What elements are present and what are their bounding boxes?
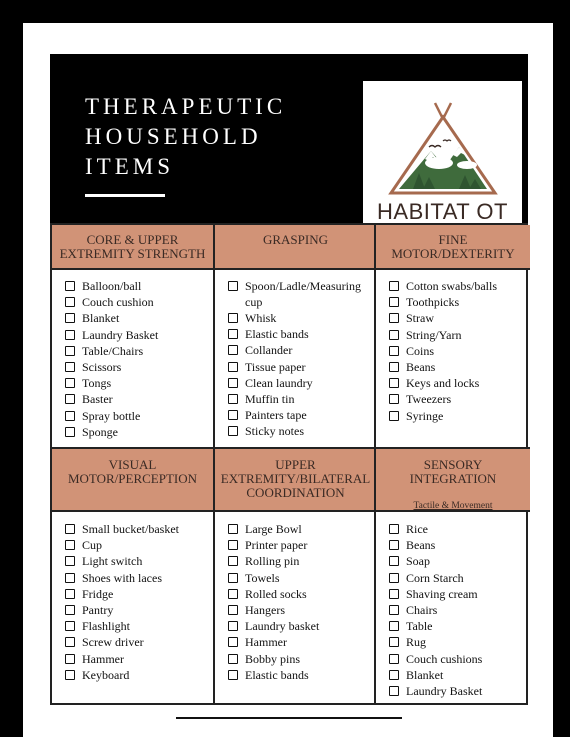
list-item[interactable]: Hammer	[228, 634, 319, 650]
list-item[interactable]: Hangers	[228, 602, 319, 618]
list-item[interactable]: Light switch	[65, 553, 179, 569]
checkbox[interactable]	[228, 637, 238, 647]
checkbox[interactable]	[228, 329, 238, 339]
checkbox[interactable]	[389, 394, 399, 404]
list-item[interactable]: Keys and locks	[389, 375, 497, 391]
checkbox[interactable]	[228, 345, 238, 355]
list-item[interactable]: Chairs	[389, 602, 482, 618]
list-item[interactable]: Clean laundry	[228, 375, 369, 391]
list-item[interactable]: Tongs	[65, 375, 158, 391]
checkbox[interactable]	[389, 654, 399, 664]
list-item[interactable]: Rolling pin	[228, 553, 319, 569]
title-line-1: THERAPEUTIC	[85, 94, 287, 119]
checkbox[interactable]	[389, 637, 399, 647]
list-item[interactable]: Rug	[389, 634, 482, 650]
list-item[interactable]: Large Bowl	[228, 521, 319, 537]
list-item[interactable]: Cotton swabs/balls	[389, 278, 497, 294]
checkbox[interactable]	[389, 670, 399, 680]
logo-text: HABITAT OT	[377, 199, 508, 224]
checkbox[interactable]	[65, 297, 75, 307]
list-item[interactable]: Small bucket/basket	[65, 521, 179, 537]
list-item[interactable]: Towels	[228, 570, 319, 586]
list-item[interactable]: Straw	[389, 310, 497, 326]
footer-divider	[176, 717, 402, 719]
bilateral-coordination-list	[228, 521, 319, 683]
checkbox[interactable]	[389, 621, 399, 631]
checkbox[interactable]	[389, 605, 399, 615]
checkbox[interactable]	[228, 589, 238, 599]
list-item[interactable]: Balloon/ball	[65, 278, 158, 294]
checkbox[interactable]	[65, 330, 75, 340]
list-item[interactable]: Flashlight	[65, 618, 179, 634]
list-item[interactable]: Pantry	[65, 602, 179, 618]
list-item[interactable]: Shoes with laces	[65, 570, 179, 586]
checkbox[interactable]	[65, 556, 75, 566]
checkbox[interactable]	[65, 394, 75, 404]
checkbox[interactable]	[228, 621, 238, 631]
checkbox[interactable]	[65, 573, 75, 583]
title-line-3: ITEMS	[85, 154, 174, 179]
section-header-core-strength: CORE & UPPER EXTREMITY STRENGTH	[52, 225, 213, 270]
page-title	[85, 92, 286, 182]
checkbox[interactable]	[389, 686, 399, 696]
checkbox[interactable]	[65, 589, 75, 599]
grasping-list	[228, 278, 369, 440]
checkbox[interactable]	[228, 362, 238, 372]
list-item[interactable]: Corn Starch	[389, 570, 482, 586]
list-item[interactable]: Sponge	[65, 424, 158, 440]
list-item[interactable]: Spray bottle	[65, 408, 158, 424]
checkbox[interactable]	[228, 573, 238, 583]
list-item[interactable]: Scissors	[65, 359, 158, 375]
column-1	[52, 225, 213, 703]
title-underline	[85, 194, 165, 197]
list-item[interactable]: Collander	[228, 342, 369, 358]
checkbox[interactable]	[389, 297, 399, 307]
habitat-ot-logo	[363, 81, 522, 230]
checkbox[interactable]	[389, 281, 399, 291]
section-header-visual-motor: VISUAL MOTOR/PERCEPTION	[52, 447, 213, 512]
list-item[interactable]: Laundry basket	[228, 618, 319, 634]
list-item[interactable]: Toothpicks	[389, 294, 497, 310]
checkbox[interactable]	[65, 621, 75, 631]
sensory-subtitle-link[interactable]: Tactile & Movement	[413, 501, 493, 511]
checkbox[interactable]	[65, 411, 75, 421]
checkbox[interactable]	[65, 362, 75, 372]
list-item[interactable]: String/Yarn	[389, 327, 497, 343]
column-2	[213, 225, 376, 703]
checkbox[interactable]	[389, 540, 399, 550]
checkbox[interactable]	[228, 556, 238, 566]
checkbox[interactable]	[389, 313, 399, 323]
list-item[interactable]: Whisk	[228, 310, 369, 326]
list-item[interactable]: Shaving cream	[389, 586, 482, 602]
list-item[interactable]: Screw driver	[65, 634, 179, 650]
list-item[interactable]: Couch cushions	[389, 651, 482, 667]
section-header-sensory-integration: SENSORY INTEGRATION Tactile & Movement	[376, 447, 530, 512]
list-item[interactable]: Beans	[389, 537, 482, 553]
checkbox[interactable]	[389, 378, 399, 388]
list-item[interactable]: Sticky notes	[228, 423, 369, 439]
checkbox[interactable]	[228, 654, 238, 664]
checkbox[interactable]	[65, 637, 75, 647]
checkbox[interactable]	[228, 410, 238, 420]
checkbox[interactable]	[389, 411, 399, 421]
title-banner	[50, 54, 528, 235]
list-item[interactable]: Muffin tin	[228, 391, 369, 407]
checkbox[interactable]	[228, 394, 238, 404]
core-strength-list	[65, 278, 158, 440]
checkbox[interactable]	[389, 556, 399, 566]
checkbox[interactable]	[65, 654, 75, 664]
checkbox[interactable]	[228, 540, 238, 550]
list-item[interactable]: Painters tape	[228, 407, 369, 423]
list-item[interactable]: Hammer	[65, 651, 179, 667]
list-item[interactable]: Baster	[65, 391, 158, 407]
section-header-bilateral-coordination: UPPER EXTREMITY/BILATERAL COORDINATION	[215, 447, 376, 512]
checkbox[interactable]	[65, 605, 75, 615]
fine-motor-list	[389, 278, 497, 424]
checkbox[interactable]	[65, 281, 75, 291]
visual-motor-list	[65, 521, 179, 683]
section-header-grasping: GRASPING	[215, 225, 376, 270]
checkbox[interactable]	[389, 589, 399, 599]
checkbox[interactable]	[65, 313, 75, 323]
list-item[interactable]: Blanket	[389, 667, 482, 683]
list-item[interactable]: Soap	[389, 553, 482, 569]
list-item[interactable]: Elastic bands	[228, 326, 369, 342]
list-item[interactable]: Tweezers	[389, 391, 497, 407]
list-item[interactable]: Elastic bands	[228, 667, 319, 683]
list-item[interactable]: Keyboard	[65, 667, 179, 683]
page	[23, 23, 553, 737]
list-item[interactable]: Rice	[389, 521, 482, 537]
checkbox[interactable]	[65, 524, 75, 534]
checkbox[interactable]	[389, 346, 399, 356]
checkbox[interactable]	[65, 540, 75, 550]
list-item[interactable]: Beans	[389, 359, 497, 375]
list-item[interactable]: Laundry Basket	[389, 683, 482, 699]
checkbox[interactable]	[389, 573, 399, 583]
title-line-2: HOUSEHOLD	[85, 124, 262, 149]
checkbox[interactable]	[228, 281, 238, 291]
list-item[interactable]: Bobby pins	[228, 651, 319, 667]
checkbox[interactable]	[228, 524, 238, 534]
checkbox[interactable]	[228, 605, 238, 615]
checkbox[interactable]	[228, 313, 238, 323]
checklist-grid	[50, 223, 528, 705]
list-item[interactable]: Spoon/Ladle/Measuring cup	[228, 278, 369, 310]
list-item[interactable]: Printer paper	[228, 537, 319, 553]
list-item[interactable]: Rolled socks	[228, 586, 319, 602]
list-item[interactable]: Table/Chairs	[65, 343, 158, 359]
checkbox[interactable]	[65, 670, 75, 680]
checkbox[interactable]	[389, 330, 399, 340]
checkbox[interactable]	[65, 378, 75, 388]
sensory-integration-list	[389, 521, 482, 699]
checkbox[interactable]	[389, 362, 399, 372]
list-item[interactable]: Tissue paper	[228, 359, 369, 375]
list-item[interactable]: Syringe	[389, 408, 497, 424]
checkbox[interactable]	[228, 426, 238, 436]
list-item[interactable]: Fridge	[65, 586, 179, 602]
list-item[interactable]: Table	[389, 618, 482, 634]
checkbox[interactable]	[389, 524, 399, 534]
checkbox[interactable]	[228, 670, 238, 680]
section-header-fine-motor: FINE MOTOR/DEXTERITY	[376, 225, 530, 270]
list-item[interactable]: Cup	[65, 537, 179, 553]
checkbox[interactable]	[228, 378, 238, 388]
checkbox[interactable]	[65, 346, 75, 356]
column-3	[374, 225, 530, 703]
list-item[interactable]: Coins	[389, 343, 497, 359]
checkbox[interactable]	[65, 427, 75, 437]
list-item[interactable]: Blanket	[65, 310, 158, 326]
list-item[interactable]: Couch cushion	[65, 294, 158, 310]
list-item[interactable]: Laundry Basket	[65, 327, 158, 343]
